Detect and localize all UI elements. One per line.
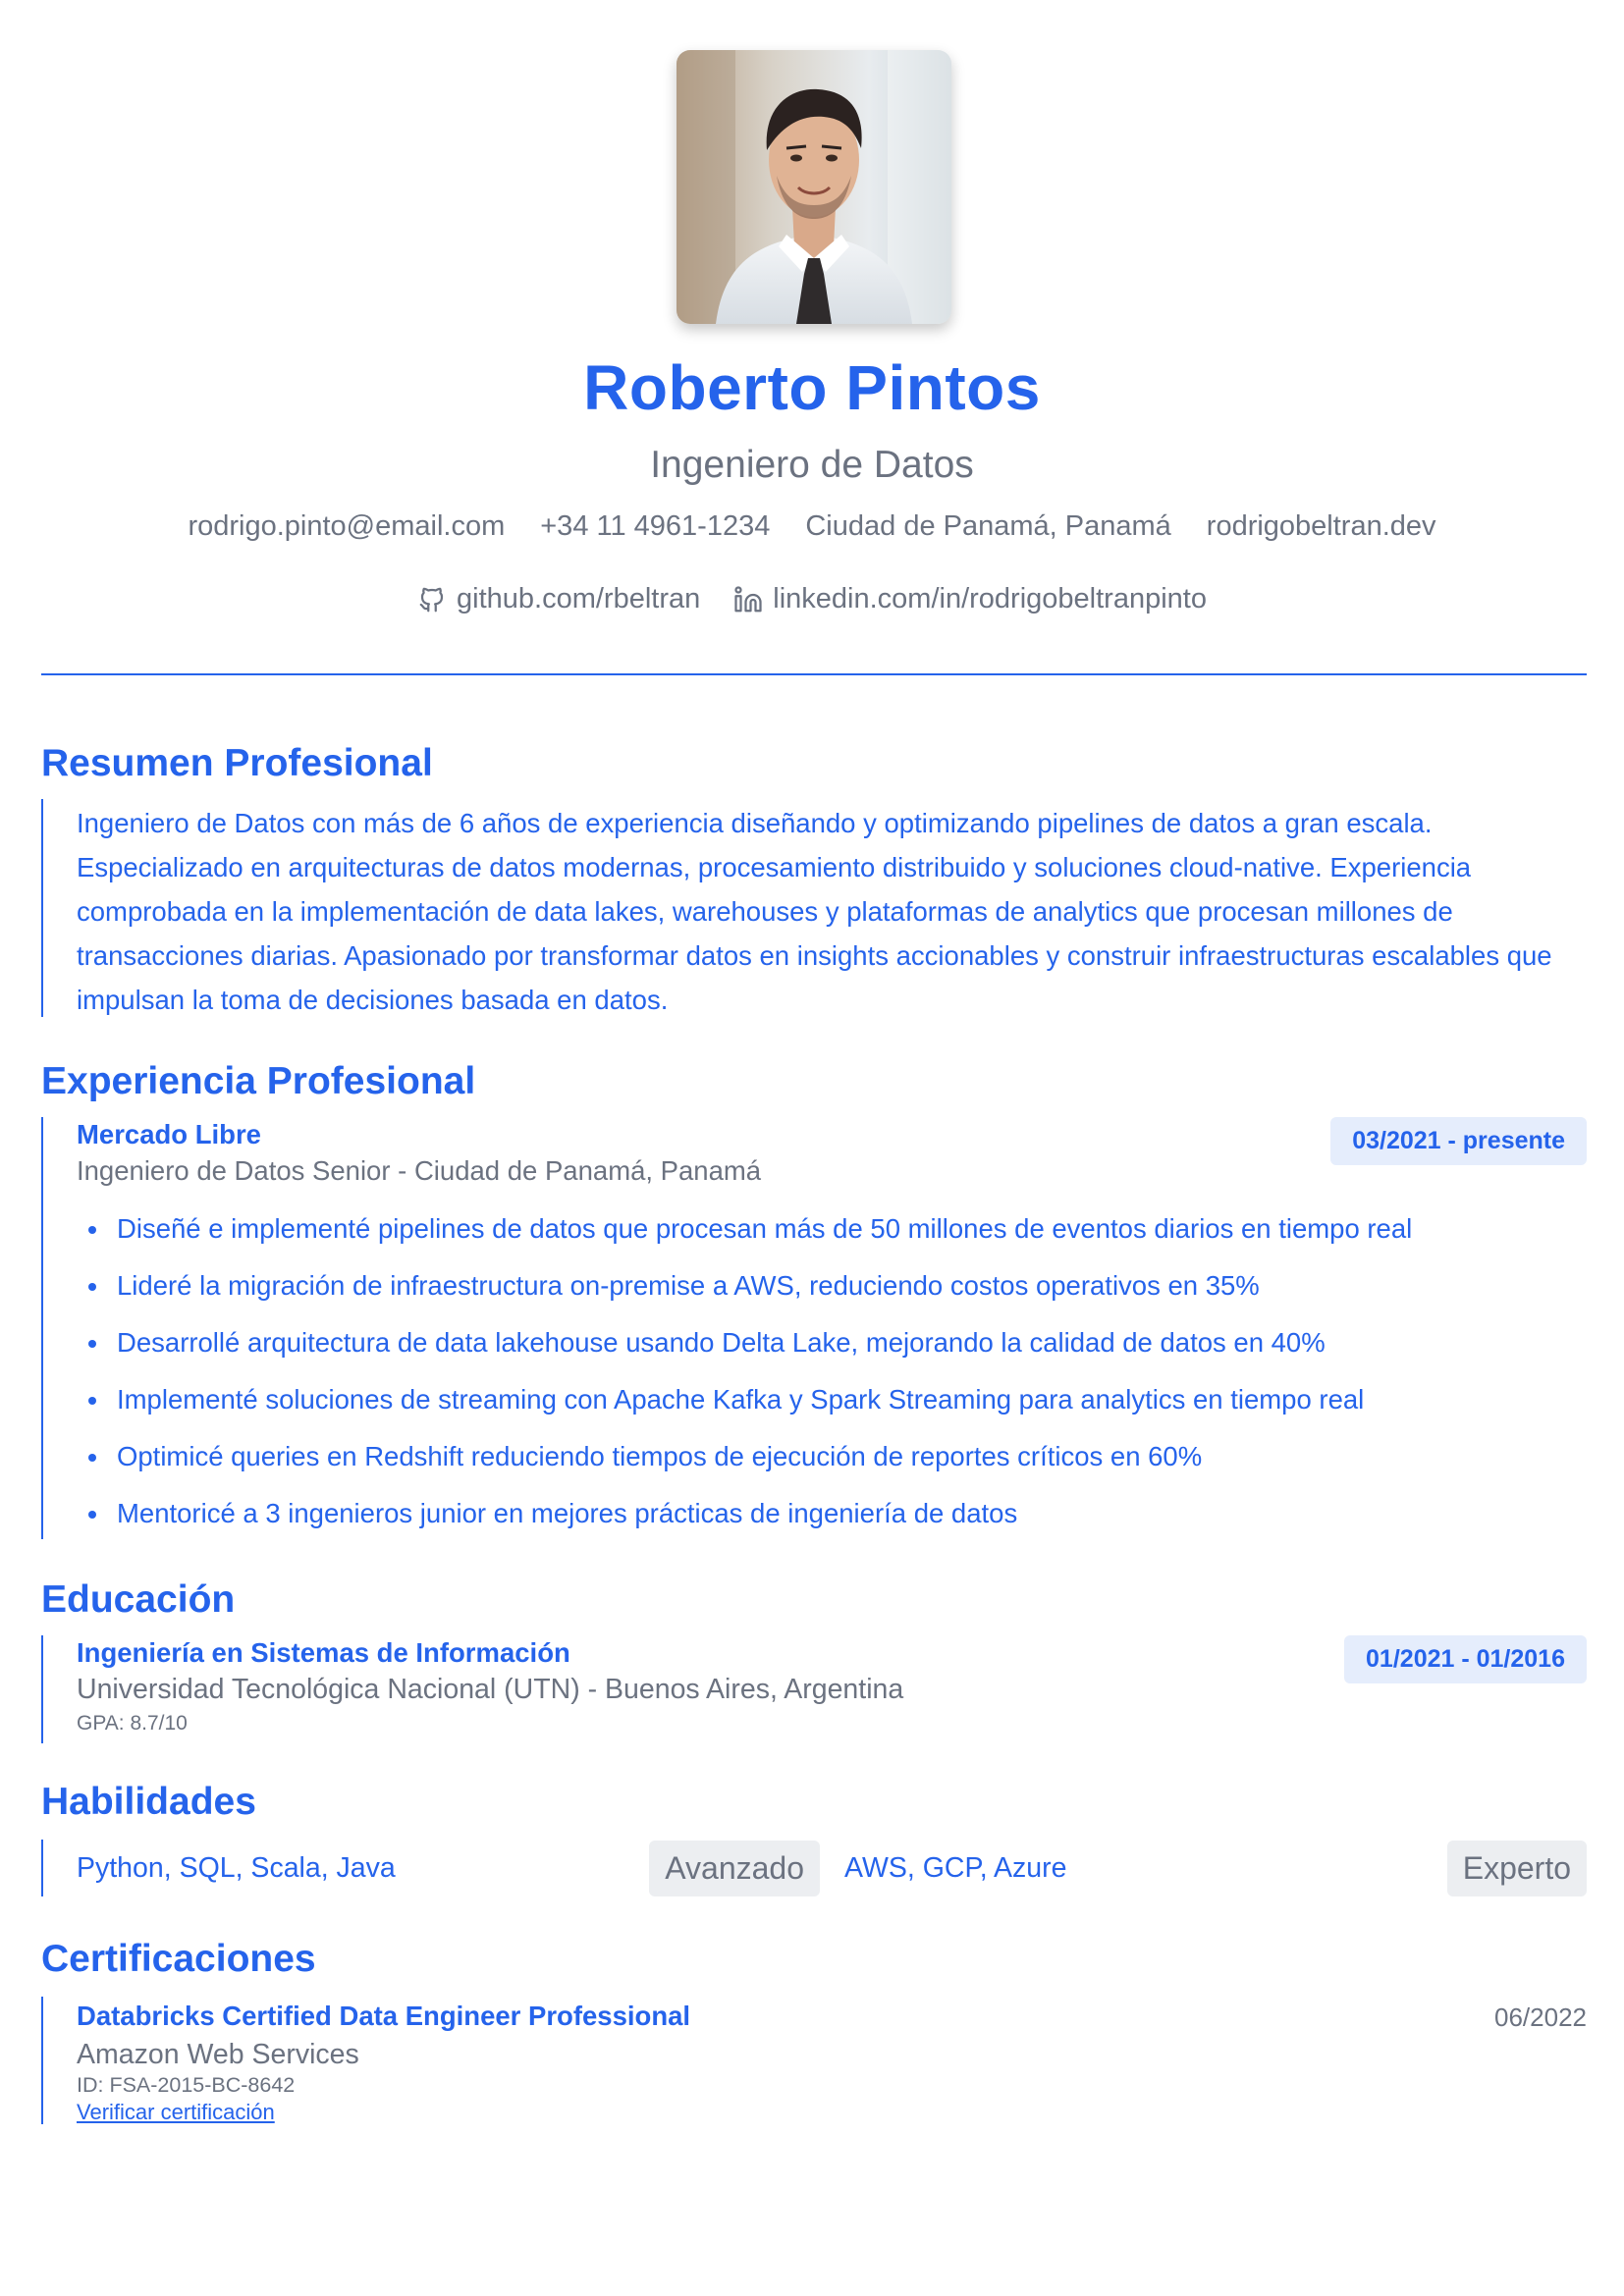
skill-level-badge: Experto [1447,1841,1587,1896]
job-achievement: Implementé soluciones de streaming con Apache Kafka y Spark Streaming para analytics en tiempo real [77,1371,1587,1428]
contact-phone[interactable]: +34 11 4961-1234 [540,510,771,542]
contact-location: Ciudad de Panamá, Panamá [805,510,1171,542]
education-title: Educación [41,1578,236,1621]
skills-title: Habilidades [41,1781,256,1823]
contact-info [0,510,1624,543]
linkedin-link-text: linkedin.com/in/rodrigobeltranpinto [773,583,1207,614]
experience-block [41,1117,1587,1539]
cert-header [77,1997,1587,2033]
skills-block [41,1840,1587,1896]
job-company: Mercado Libre [77,1119,261,1149]
education-period-badge: 01/2021 - 01/2016 [1344,1635,1587,1683]
linkedin-icon [733,585,763,614]
summary-title: Resumen Profesional [41,742,433,784]
cert-name: Databricks Certified Data Engineer Professional [77,2001,691,2031]
candidate-name: Roberto Pintos [583,352,1041,423]
verify-certification-link[interactable]: Verificar certificación [77,2100,275,2124]
certifications-title: Certificaciones [41,1938,316,1980]
cert-issuer: Amazon Web Services [77,2039,359,2070]
contact-email[interactable]: rodrigo.pinto@email.com [188,510,506,542]
candidate-role: Ingeniero de Datos [650,444,974,486]
job-achievement: Lideré la migración de infraestructura on-premise a AWS, reduciendo costos operativos en 35% [77,1257,1587,1314]
job-achievement: Mentoricé a 3 ingenieros junior en mejores prácticas de ingeniería de datos [77,1485,1587,1542]
job-role: Ingeniero de Datos Senior - Ciudad de Panamá, Panamá [77,1155,762,1186]
skill-group [77,1841,820,1896]
education-degree: Ingeniería en Sistemas de Información [77,1637,570,1668]
job-achievements [77,1201,1587,1542]
job-achievement: Optimicé queries en Redshift reduciendo tiempos de ejecución de reportes críticos en 60% [77,1428,1587,1485]
skill-name: Python, SQL, Scala, Java [77,1851,396,1884]
skill-level-badge: Avanzado [649,1841,820,1896]
summary-block [41,799,1587,1017]
github-icon [417,585,447,614]
education-block [41,1635,1587,1743]
github-link[interactable] [417,583,700,615]
skills-row [77,1840,1587,1896]
social-links [0,583,1624,615]
cert-id: ID: FSA-2015-BC-8642 [77,2073,296,2097]
skill-group [844,1841,1587,1896]
cert-date: 06/2022 [1494,2002,1587,2032]
job-achievement: Desarrollé arquitectura de data lakehouse usando Delta Lake, mejorando la calidad de datos en 40% [77,1314,1587,1371]
linkedin-link[interactable] [733,583,1207,615]
skill-name: AWS, GCP, Azure [844,1851,1067,1884]
contact-website[interactable]: rodrigobeltran.dev [1206,510,1436,542]
education-gpa: GPA: 8.7/10 [77,1712,188,1735]
education-school: Universidad Tecnológica Nacional (UTN) - Buenos Aires, Argentina [77,1674,904,1705]
profile-photo [677,50,951,324]
summary-text: Ingeniero de Datos con más de 6 años de experiencia diseñando y optimizando pipelines de datos a gran escala. Especializado en arquitecturas de datos modernas, procesamiento distribuido y soluciones cloud-native. Experiencia comprobada en la implementación de data lakes, warehouses y plataformas de analytics que procesan millones de transacciones diarias. Apasionado por transformar datos en insights accionables y construir infraestructuras escalables que impulsan la toma de decisiones basada en datos. [77,808,1552,1015]
certifications-block [41,1997,1587,2124]
header-divider [41,673,1587,675]
job-achievement: Diseñé e implementé pipelines de datos que procesan más de 50 millones de eventos diarios en tiempo real [77,1201,1587,1257]
github-link-text: github.com/rbeltran [457,583,701,614]
experience-title: Experiencia Profesional [41,1060,476,1102]
job-period-badge: 03/2021 - presente [1330,1117,1587,1165]
